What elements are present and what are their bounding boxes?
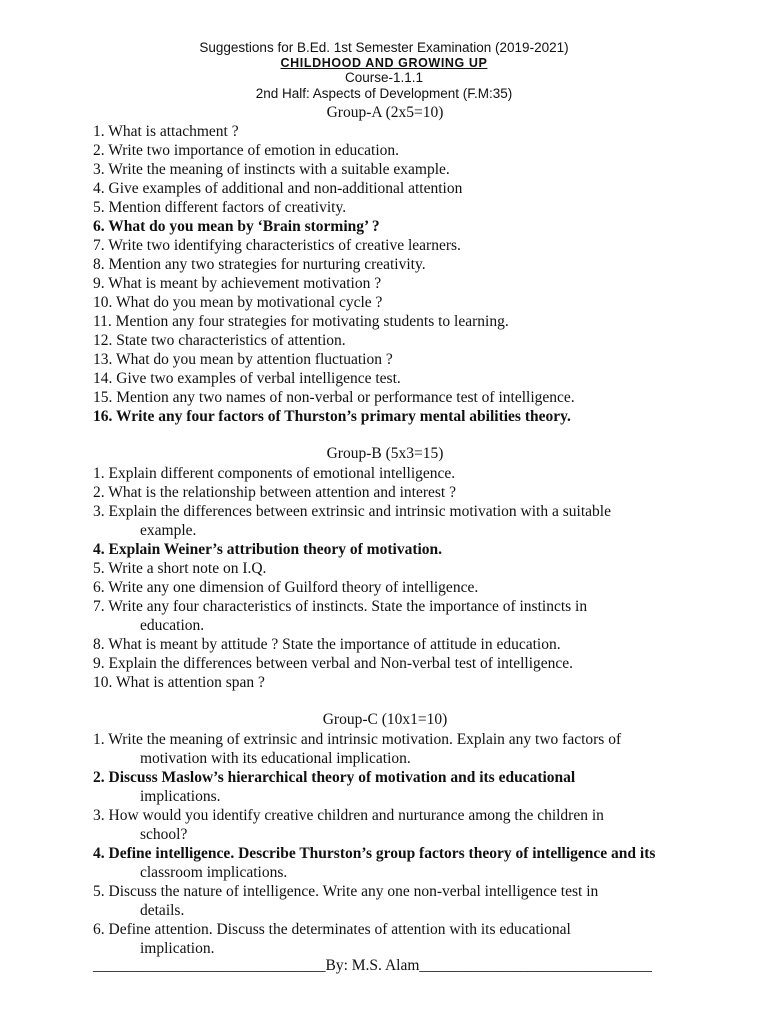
question-a-1: 1. What is attachment ? [93, 123, 239, 140]
group-c-heading: Group-C (10x1=10) [322, 711, 448, 728]
question-a-9: 9. What is meant by achievement motivation ? [93, 275, 382, 292]
question-c-6: 6. Define attention. Discuss the determinates of attention with its educational [93, 921, 571, 938]
question-b-7: 7. Write any four characteristics of instincts. State the importance of instincts in [93, 598, 588, 615]
question-a-13: 13. What do you mean by attention fluctuation ? [93, 351, 393, 368]
question-b-2: 2. What is the relationship between attention and interest ? [93, 484, 456, 501]
question-c-4-continued: classroom implications. [140, 864, 288, 881]
question-a-3: 3. Write the meaning of instincts with a suitable example. [93, 161, 450, 178]
question-b-7-continued: education. [140, 617, 205, 634]
question-a-4: 4. Give examples of additional and non-additional attention [93, 180, 463, 197]
question-b-10: 10. What is attention span ? [93, 674, 265, 691]
question-a-15: 15. Mention any two names of non-verbal or performance test of intelligence. [93, 389, 575, 406]
section-heading: 2nd Half: Aspects of Development (F.M:35) [255, 86, 513, 101]
question-b-5: 5. Write a short note on I.Q. [93, 560, 267, 577]
question-c-2-continued: implications. [140, 788, 221, 805]
question-a-2: 2. Write two importance of emotion in education. [93, 142, 399, 159]
question-c-3-continued: school? [140, 826, 188, 843]
question-c-2: 2. Discuss Maslow’s hierarchical theory of motivation and its educational [93, 769, 576, 786]
question-b-6: 6. Write any one dimension of Guilford theory of intelligence. [93, 579, 479, 596]
question-a-6: 6. What do you mean by ‘Brain storming’ ? [93, 218, 380, 235]
question-b-8: 8. What is meant by attitude ? State the importance of attitude in education. [93, 636, 561, 653]
question-a-8: 8. Mention any two strategies for nurturing creativity. [93, 256, 426, 273]
question-a-12: 12. State two characteristics of attention. [93, 332, 346, 349]
question-c-3: 3. How would you identify creative children and nurturance among the children in [93, 807, 604, 824]
question-b-4: 4. Explain Weiner’s attribution theory of motivation. [93, 541, 443, 558]
question-a-14: 14. Give two examples of verbal intelligence test. [93, 370, 401, 387]
question-c-1-continued: motivation with its educational implication. [140, 750, 411, 767]
group-a-heading: Group-A (2x5=10) [326, 104, 444, 121]
question-c-5-continued: details. [140, 902, 185, 919]
question-a-11: 11. Mention any four strategies for motivating students to learning. [93, 313, 509, 330]
question-b-3: 3. Explain the differences between extrinsic and intrinsic motivation with a suitable [93, 503, 611, 520]
question-b-3-continued: example. [140, 522, 197, 539]
question-c-6-continued: implication. [140, 940, 215, 957]
question-b-9: 9. Explain the differences between verbal and Non-verbal test of intelligence. [93, 655, 574, 672]
course-code: Course-1.1.1 [344, 70, 424, 85]
document-title: Suggestions for B.Ed. 1st Semester Examination (2019-2021) [199, 40, 569, 55]
question-a-16: 16. Write any four factors of Thurston’s primary mental abilities theory. [93, 408, 571, 425]
question-c-1: 1. Write the meaning of extrinsic and intrinsic motivation. Explain any two factors of [93, 731, 622, 748]
question-a-7: 7. Write two identifying characteristics of creative learners. [93, 237, 461, 254]
question-c-5: 5. Discuss the nature of intelligence. Write any one non-verbal intelligence test in [93, 883, 599, 900]
group-b-heading: Group-B (5x3=15) [326, 445, 444, 462]
question-b-1: 1. Explain different components of emotional intelligence. [93, 465, 456, 482]
question-a-10: 10. What do you mean by motivational cycle ? [93, 294, 383, 311]
subject-title: CHILDHOOD AND GROWING UP [280, 56, 488, 70]
question-a-5: 5. Mention different factors of creativity. [93, 199, 347, 216]
author-footer: ______________________________By: M.S. Alam______________________________ [93, 957, 652, 974]
question-c-4: 4. Define intelligence. Describe Thurston’s group factors theory of intelligence and its [93, 845, 656, 862]
